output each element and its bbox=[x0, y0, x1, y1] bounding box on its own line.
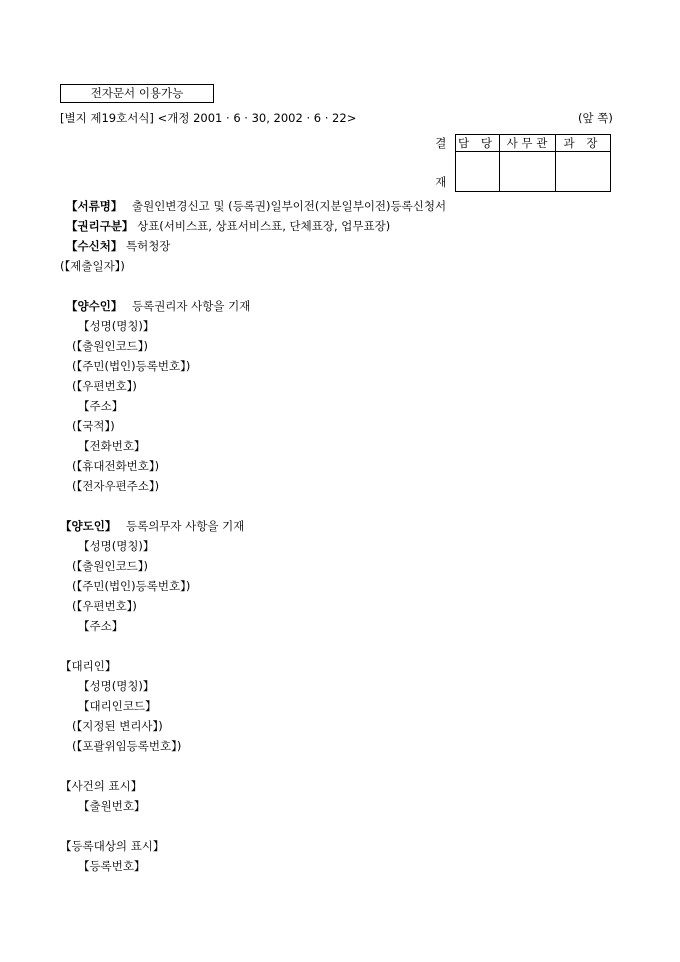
assignee-reg-number: (【주민(법인)등록번호】) bbox=[72, 359, 191, 373]
approval-col-officer: 사 무 관 bbox=[499, 135, 555, 152]
approval-gyeol: 결 bbox=[427, 135, 455, 152]
recipient-row bbox=[66, 238, 170, 254]
approval-sign-officer[interactable] bbox=[499, 152, 555, 192]
assignee-postal-code: (【우편번호】) bbox=[72, 379, 137, 393]
assignor-note: 등록의무자 사항을 기재 bbox=[125, 519, 245, 533]
assignee-applicant-code: (【출원인코드】) bbox=[72, 339, 149, 353]
case-application-number: 【출원번호】 bbox=[78, 799, 146, 813]
submit-date: (【제출일자】) bbox=[60, 259, 125, 273]
target-title: 【등록대상의 표시】 bbox=[60, 839, 165, 853]
approval-table bbox=[427, 134, 611, 192]
assignee-title: 【양수인】 bbox=[66, 299, 123, 313]
recipient-label: 【수신처】 bbox=[66, 239, 123, 253]
assignee-address: 【주소】 bbox=[78, 399, 124, 413]
page-side-label: (앞 쪽) bbox=[578, 111, 613, 125]
right-type-row bbox=[66, 218, 390, 234]
doc-type-value: 출원인변경신고 및 (등록권)일부이전(지분일부이전)등록신청서 bbox=[131, 199, 447, 213]
assignor-name: 【성명(명칭)】 bbox=[78, 539, 155, 553]
assignor-reg-number: (【주민(법인)등록번호】) bbox=[72, 579, 191, 593]
recipient-value: 특허청장 bbox=[125, 239, 171, 253]
approval-col-staff: 담 당 bbox=[455, 135, 499, 152]
approval-jae: 재 bbox=[427, 152, 455, 192]
agent-power-of-attorney-number: (【포괄위임등록번호】) bbox=[72, 739, 182, 753]
agent-name: 【성명(명칭)】 bbox=[78, 679, 155, 693]
e-document-badge: 전자문서 이용가능 bbox=[60, 84, 214, 103]
assignee-note: 등록권리자 사항을 기재 bbox=[131, 299, 251, 313]
right-type-label: 【권리구분】 bbox=[66, 219, 134, 233]
approval-sign-director[interactable] bbox=[555, 152, 610, 192]
assignee-nationality: (【국적】) bbox=[72, 419, 115, 433]
approval-col-director: 과 장 bbox=[555, 135, 610, 152]
assignee-mobile: (【휴대전화번호】) bbox=[72, 459, 160, 473]
form-number: [별지 제19호서식] <개정 2001 · 6 · 30, 2002 · 6 · 22> bbox=[60, 111, 357, 125]
right-type-value: 상표(서비스표, 상표서비스표, 단체표장, 업무표장) bbox=[137, 219, 391, 233]
doc-type-row bbox=[66, 198, 446, 214]
case-title: 【사건의 표시】 bbox=[60, 779, 143, 793]
assignor-postal-code: (【우편번호】) bbox=[72, 599, 137, 613]
assignor-header bbox=[60, 518, 244, 534]
assignee-name: 【성명(명칭)】 bbox=[78, 319, 155, 333]
assignor-applicant-code: (【출원인코드】) bbox=[72, 559, 149, 573]
approval-sign-staff[interactable] bbox=[455, 152, 499, 192]
doc-type-label: 【서류명】 bbox=[66, 199, 123, 213]
assignor-address: 【주소】 bbox=[78, 619, 124, 633]
agent-code: 【대리인코드】 bbox=[78, 699, 157, 713]
assignor-title: 【양도인】 bbox=[60, 519, 117, 533]
agent-title: 【대리인】 bbox=[60, 659, 117, 673]
assignee-email: (【전자우편주소】) bbox=[72, 479, 160, 493]
agent-designated-attorney: (【지정된 변리사】) bbox=[72, 719, 163, 733]
assignee-phone: 【전화번호】 bbox=[78, 439, 146, 453]
target-registration-number: 【등록번호】 bbox=[78, 859, 146, 873]
assignee-header bbox=[66, 298, 250, 314]
